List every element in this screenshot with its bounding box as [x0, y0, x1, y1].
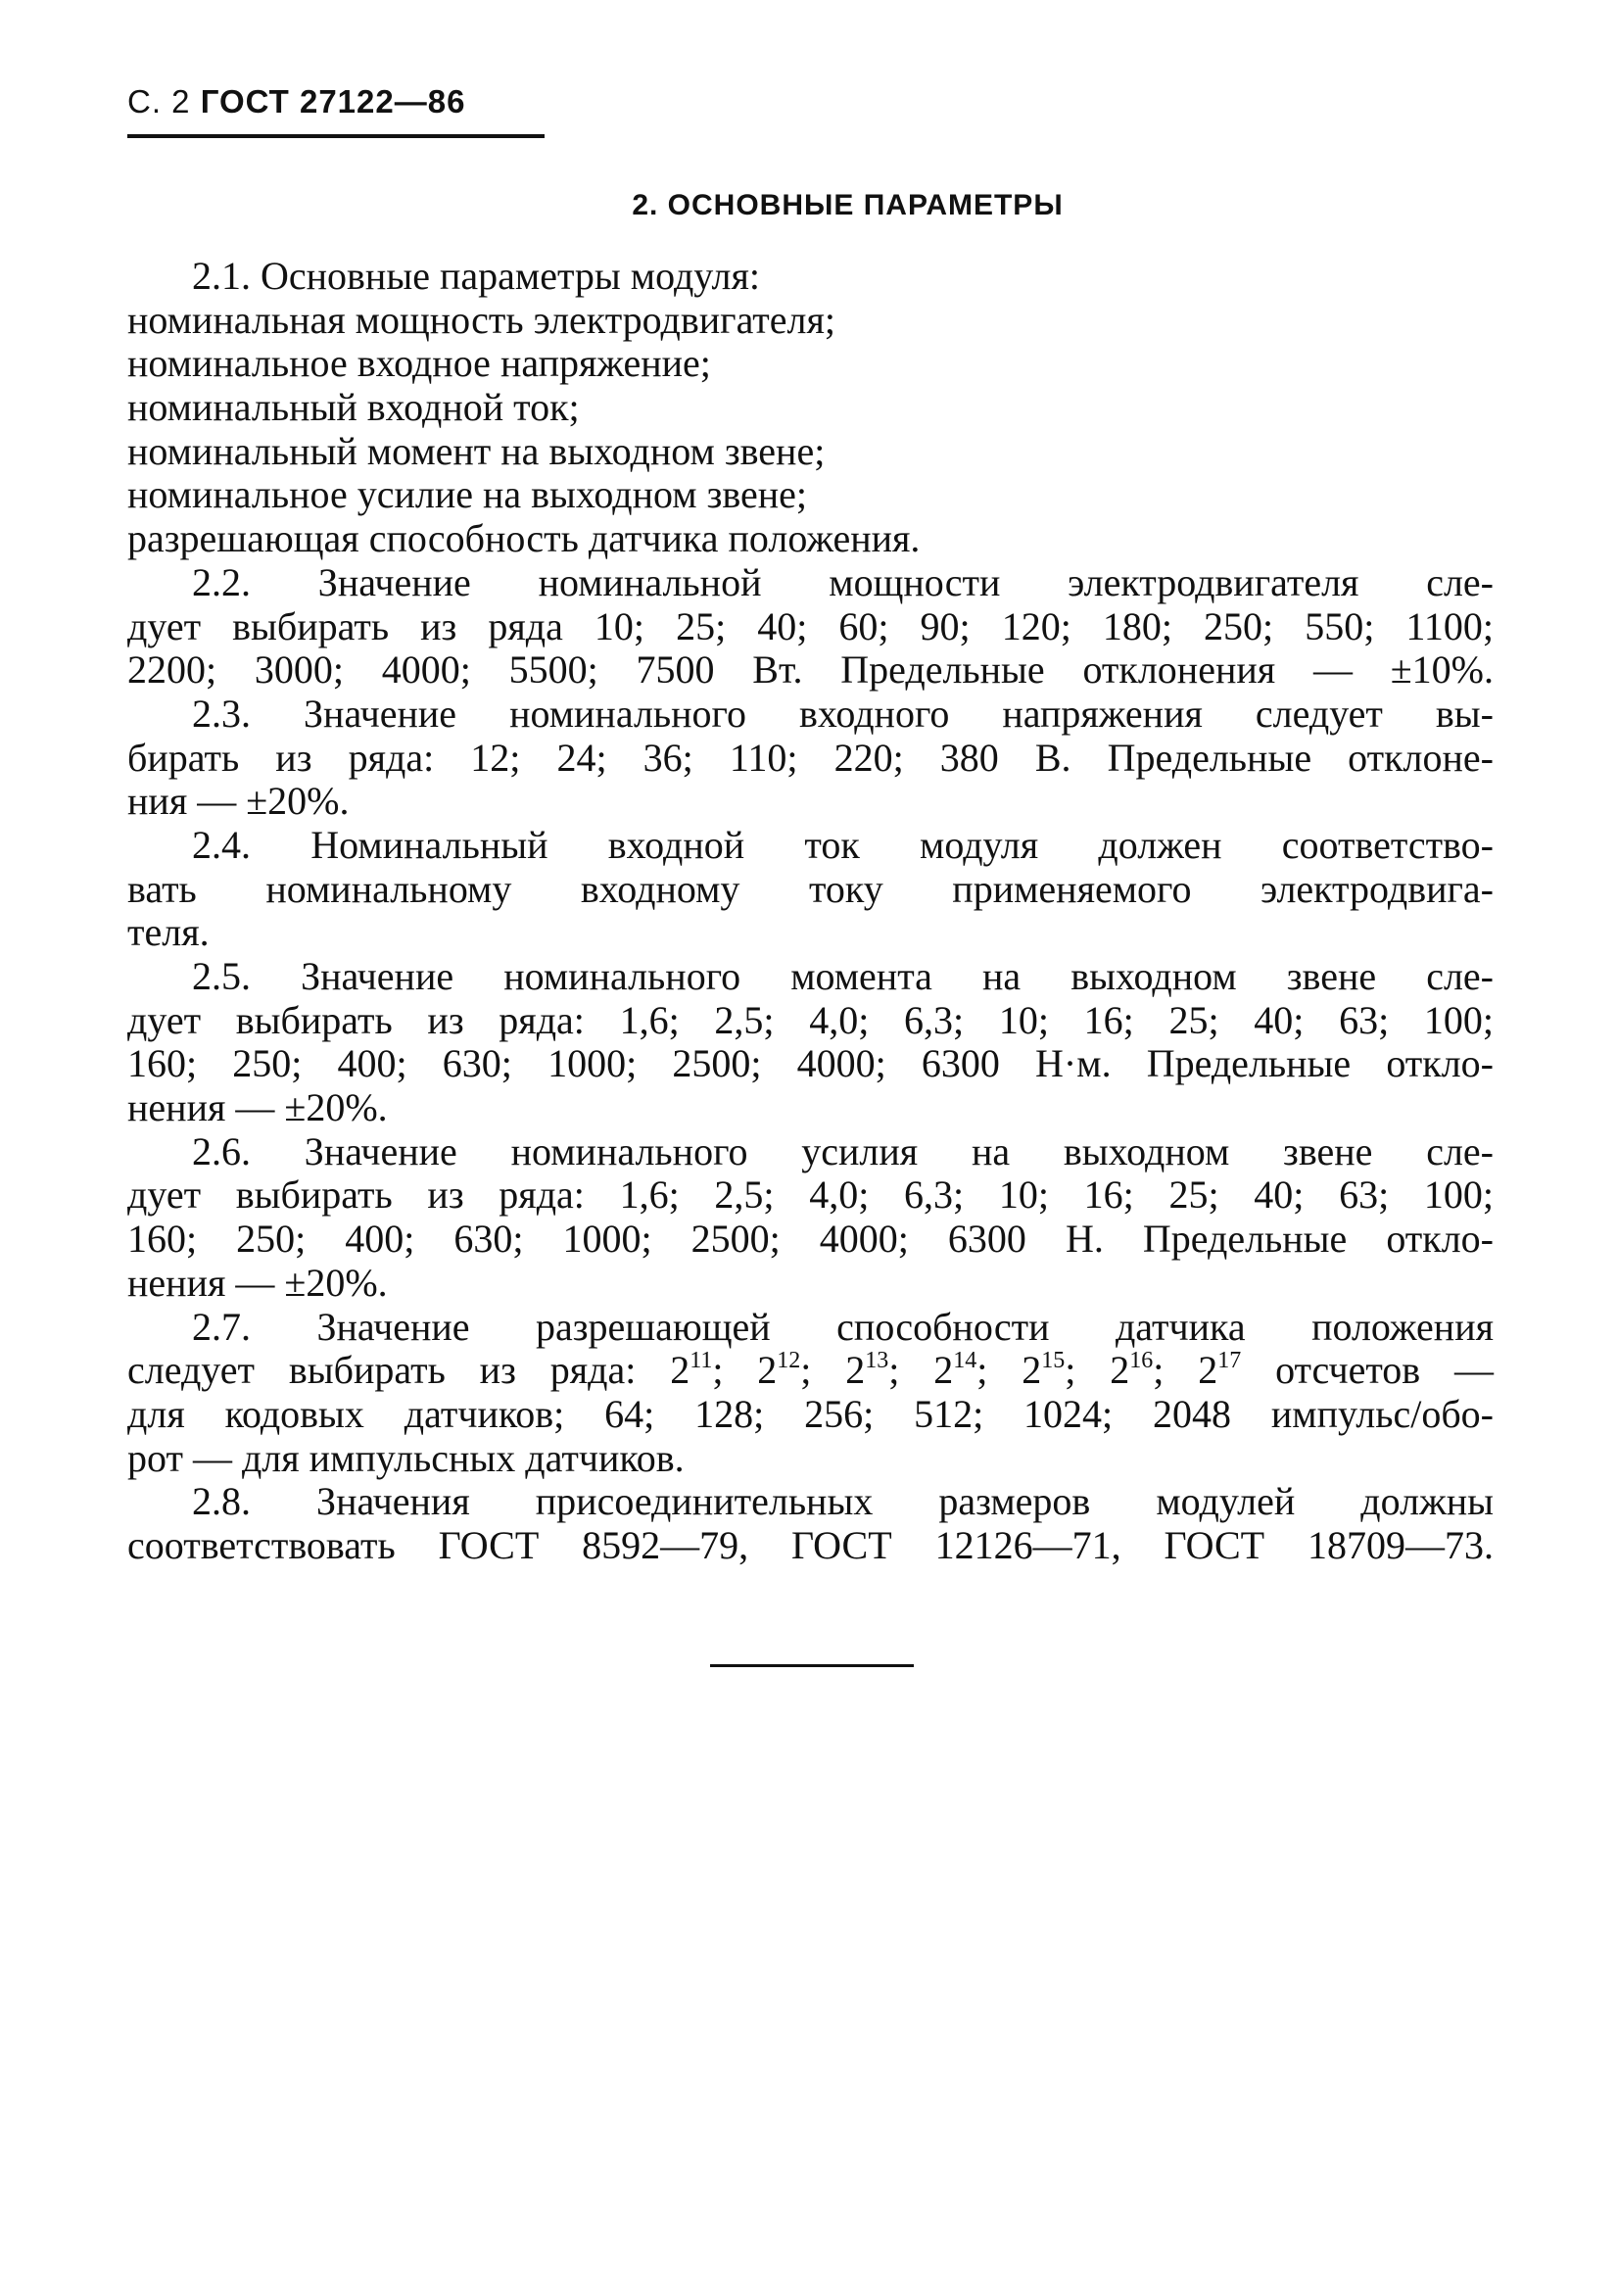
- list-item: разрешающая способность датчика положения.: [127, 516, 921, 561]
- list-item: номинальное входное напряжение;: [127, 341, 711, 386]
- body-text: [127, 255, 1494, 1568]
- clause-2-6-line: 2.6. Значение номинального усилия на выходном звене сле-: [192, 1128, 1494, 1173]
- clause-2-5-line: 2.5. Значение номинального момента на выходном звене сле-: [192, 954, 1494, 998]
- power-of-two: $2^{13}$;: [845, 1348, 900, 1393]
- clause-2-4-line: вать номинальному входному току применяемого электродвига-: [127, 866, 1494, 911]
- list-item: номинальная мощность электродвигателя;: [127, 297, 835, 342]
- power-of-two: $2^{12}$;: [757, 1348, 812, 1393]
- clause-2-7-suffix: отсчетов —: [1275, 1348, 1495, 1393]
- power-of-two: $2^{17}$: [1198, 1348, 1242, 1393]
- clause-2-7-powers-line: [127, 1349, 1494, 1393]
- section-title: 2. ОСНОВНЫЕ ПАРАМЕТРЫ: [632, 189, 1064, 221]
- power-of-two: $2^{11}$;: [670, 1348, 724, 1393]
- page-header: [127, 82, 465, 121]
- clause-2-8-line: соответствовать ГОСТ 8592—79, ГОСТ 12126—71, ГОСТ 18709—73.: [127, 1522, 1494, 1567]
- end-rule: [710, 1664, 914, 1667]
- clause-2-3-line: 2.3. Значение номинального входного напряжения следует вы-: [192, 691, 1494, 736]
- clause-2-5-line: дует выбирать из ряда: 1,6; 2,5; 4,0; 6,3; 10; 16; 25; 40; 63; 100;: [127, 997, 1494, 1042]
- header-rule: [127, 134, 545, 138]
- clause-2-2-line: 2.2. Значение номинальной мощности электродвигателя сле-: [192, 559, 1494, 604]
- clause-2-3-line: бирать из ряда: 12; 24; 36; 110; 220; 380 В. Предельные отклоне-: [127, 735, 1494, 780]
- clause-2-2-line: дует выбирать из ряда 10; 25; 40; 60; 90; 120; 180; 250; 550; 1100;: [127, 603, 1494, 648]
- clause-2-8-line: 2.8. Значения присоединительных размеров модулей должны: [192, 1479, 1494, 1524]
- document-id: ГОСТ 27122—86: [200, 83, 466, 120]
- clause-2-6-line: нения — ±20%.: [127, 1260, 388, 1305]
- clause-2-4-line: теля.: [127, 910, 210, 955]
- clause-2-6-line: дует выбирать из ряда: 1,6; 2,5; 4,0; 6,3; 10; 16; 25; 40; 63; 100;: [127, 1172, 1494, 1218]
- clause-2-1-lead: 2.1. Основные параметры модуля:: [192, 254, 761, 298]
- power-of-two: $2^{14}$;: [933, 1348, 988, 1393]
- list-item: номинальный момент на выходном звене;: [127, 428, 826, 473]
- list-item: номинальное усилие на выходном звене;: [127, 472, 808, 517]
- clause-2-2-line: 2200; 3000; 4000; 5500; 7500 Вт. Предельные отклонения — ±10%.: [127, 647, 1494, 693]
- clause-2-6-line: 160; 250; 400; 630; 1000; 2500; 4000; 6300 Н. Предельные откло-: [127, 1217, 1494, 1262]
- clause-2-5-line: 160; 250; 400; 630; 1000; 2500; 4000; 6300 Н·м. Предельные откло-: [127, 1041, 1494, 1086]
- clause-2-7-prefix: следует выбирать из ряда:: [127, 1348, 637, 1393]
- power-of-two: $2^{16}$;: [1110, 1348, 1165, 1393]
- clause-2-3-line: ния — ±20%.: [127, 779, 350, 824]
- page-number: С. 2: [127, 83, 191, 120]
- clause-2-7-line: рот — для импульсных датчиков.: [127, 1435, 685, 1480]
- list-item: номинальный входной ток;: [127, 385, 580, 430]
- clause-2-7-line: 2.7. Значение разрешающей способности датчика положения: [192, 1304, 1494, 1349]
- clause-2-7-line: для кодовых датчиков; 64; 128; 256; 512; 1024; 2048 импульс/обо-: [127, 1391, 1494, 1436]
- clause-2-5-line: нения — ±20%.: [127, 1085, 388, 1130]
- power-of-two: $2^{15}$;: [1022, 1348, 1076, 1393]
- clause-2-4-line: 2.4. Номинальный входной ток модуля должен соответство-: [192, 822, 1494, 867]
